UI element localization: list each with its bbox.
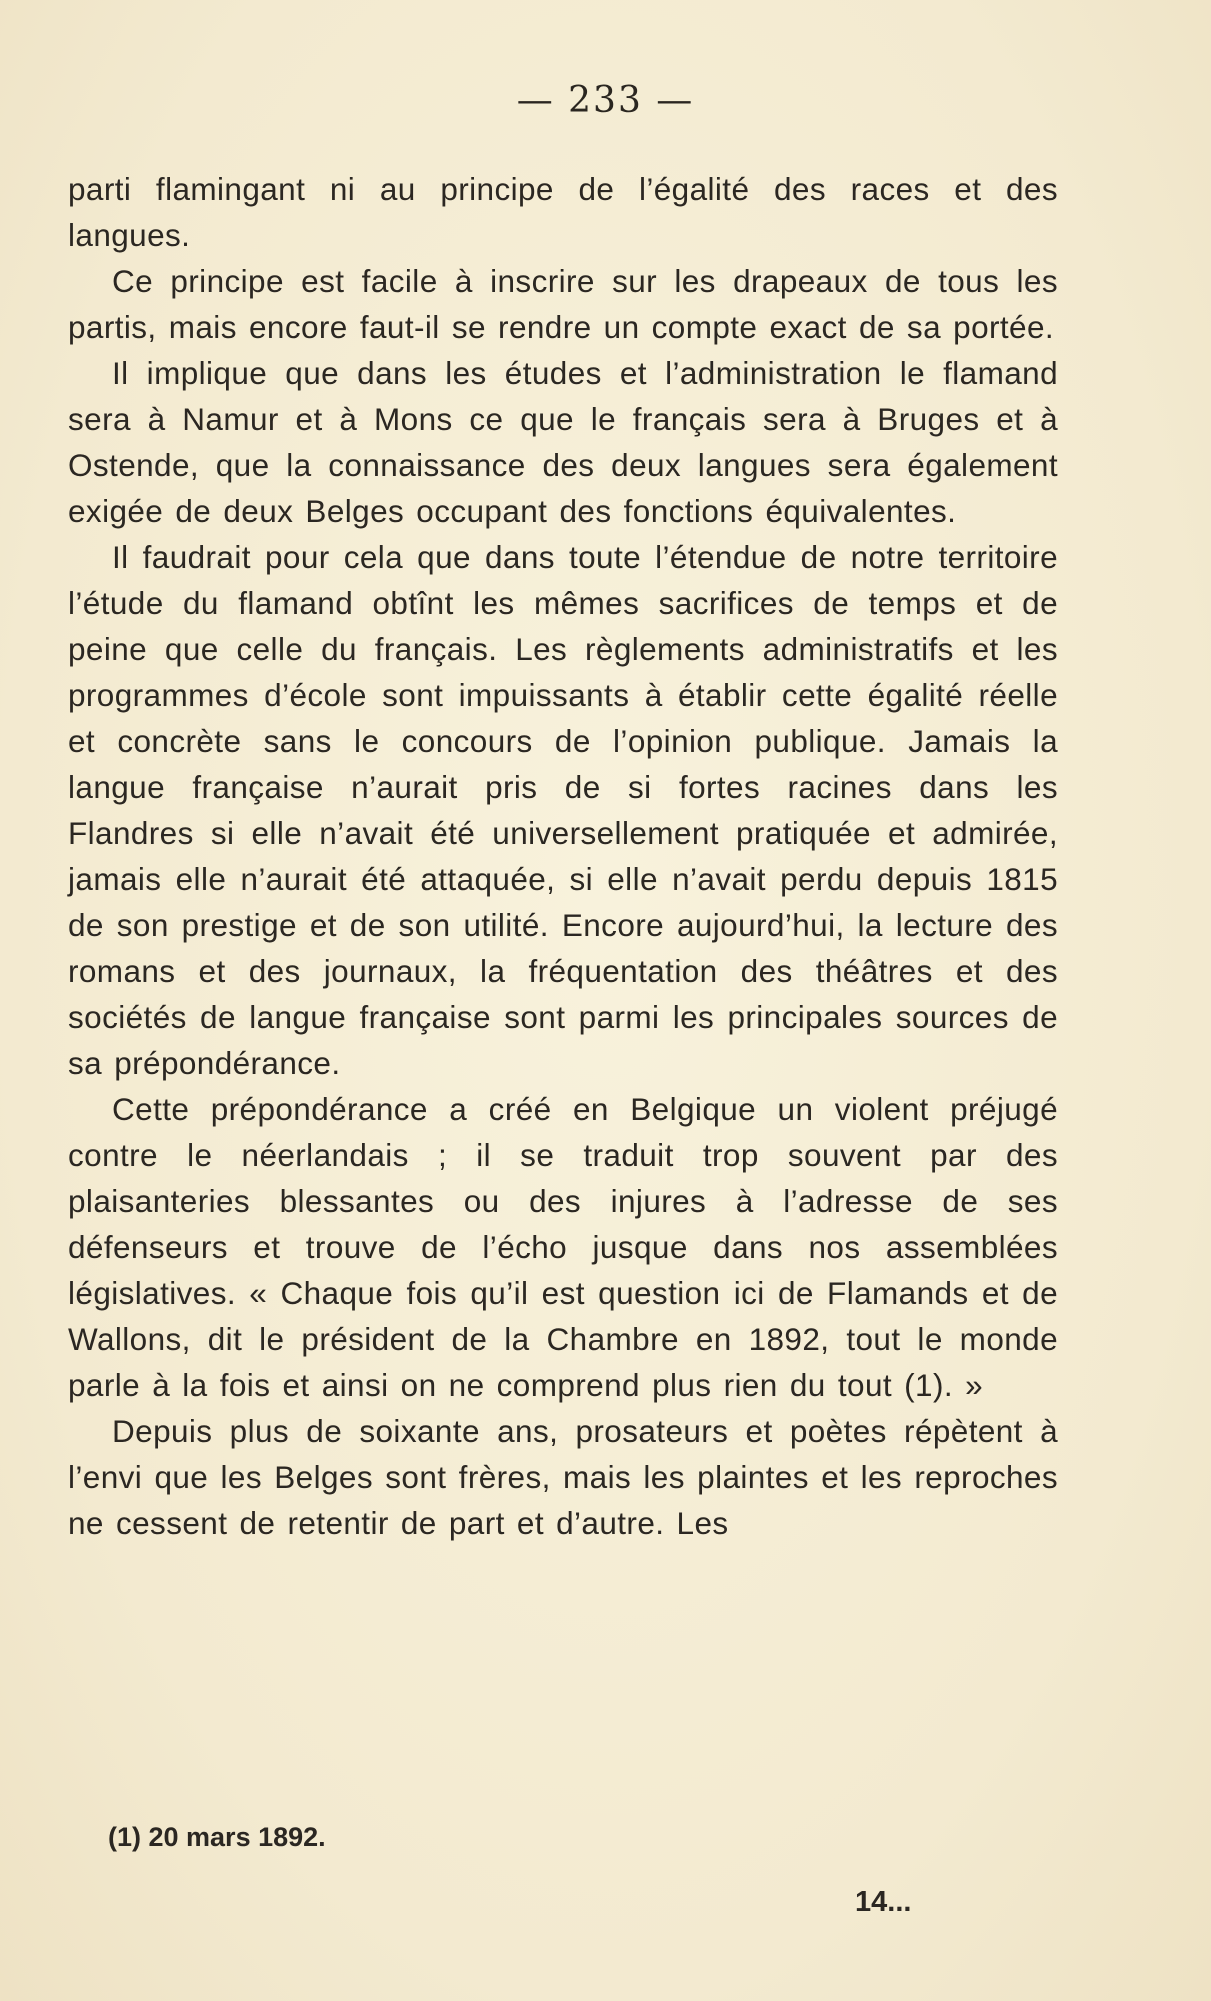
- main-text: [68, 166, 1058, 1546]
- footnote: (1) 20 mars 1892.: [108, 1822, 326, 1852]
- paragraph-3: Il implique que dans les études et l’administration le flamand sera à Namur et à Mons ce que le français sera à Bruges et à Ostende, que la connaissance des deux langues sera également exigée de deux Belges occupant des fonctions équivalentes.: [68, 355, 1058, 529]
- paragraph-1: parti flamingant ni au principe de l’égalité des races et des langues.: [68, 171, 1058, 253]
- paragraph-2: Ce principe est facile à inscrire sur les drapeaux de tous les partis, mais encore faut-il se rendre un compte exact de sa portée.: [68, 263, 1058, 345]
- paragraph-6: Depuis plus de soixante ans, prosateurs et poètes répètent à l’envi que les Belges sont frères, mais les plaintes et les reproches ne cessent de retentir de part et d’autre. Les: [68, 1413, 1058, 1541]
- paragraph-4: Il faudrait pour cela que dans toute l’étendue de notre territoire l’étude du flamand obtînt les mêmes sacrifices de temps et de peine que celle du français. Les règlements administratifs et les programmes d’école sont impuissants à établir cette égalité réelle et concrète sans le concours de l’opinion publique. Jamais la langue française n’aurait pris de si fortes racines dans les Flandres si elle n’avait été universellement pratiquée et admirée, jamais elle n’aurait été attaquée, si elle n’avait perdu depuis 1815 de son prestige et de son utilité. Encore aujourd’hui, la lecture des romans et des journaux, la fréquentation des théâtres et des sociétés de langue française sont parmi les principales sources de sa prépondérance.: [68, 539, 1058, 1081]
- paragraph-5: Cette prépondérance a créé en Belgique un violent préjugé contre le néerlandais ; il se traduit trop souvent par des plaisanteries blessantes ou des injures à l’adresse de ses défenseurs et trouve de l’écho jusque dans nos assemblées législatives. « Chaque fois qu’il est question ici de Flamands et de Wallons, dit le président de la Chambre en 1892, tout le monde parle à la fois et ainsi on ne comprend plus rien du tout (1). »: [68, 1091, 1058, 1403]
- signature-mark: 14...: [855, 1886, 912, 1918]
- page-number: — 233 —: [516, 80, 695, 121]
